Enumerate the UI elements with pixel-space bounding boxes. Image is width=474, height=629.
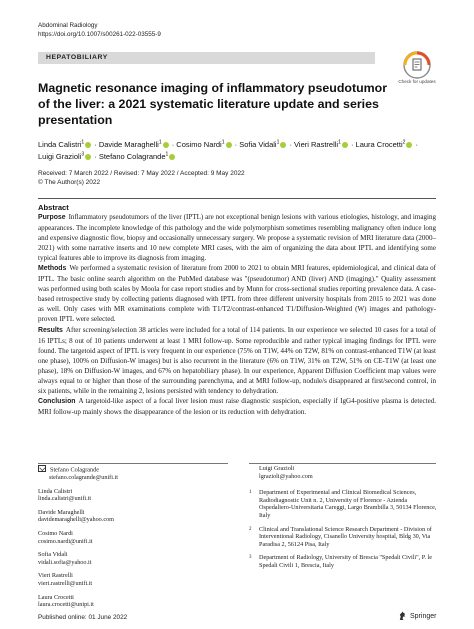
article-title: Magnetic resonance imaging of inflammatory pseudotumor of the liver: a 2021 systematic literature update and series presentation — [38, 81, 388, 127]
orcid-icon[interactable] — [85, 154, 91, 160]
orcid-icon[interactable] — [163, 142, 169, 148]
divider-top — [38, 198, 436, 199]
orcid-icon[interactable] — [85, 142, 91, 148]
contact-email[interactable]: vieri.rastrelli@unifi.it — [38, 580, 93, 588]
contact-email[interactable]: linda.calistri@unifi.it — [38, 495, 92, 503]
abstract-section-text: Inflammatory pseudotumors of the liver (IPTL) are not exceptional benign lesions with various etiologies, histology, and imaging appearances. The incomplete knowledge of this pathology and the wide polymorphism sometimes resembling malignancy often induce long and expensive diagnostic flow, biopsy and occasionally unnecessary surgery. We propose a systematic revision of MRI literature data (2000–2021) with some narrative inserts and 10 new complete MRI cases, with the aim of organizing the data about IPTL and identifying some typical features able to improve its diagnosis from imaging. — [38, 213, 436, 263]
separator-dot: · — [287, 140, 295, 149]
separator-dot: · — [413, 140, 419, 149]
doi-link[interactable]: https://doi.org/10.1007/s00261-022-03555-9 — [38, 31, 161, 38]
author-name[interactable]: Sofia Vidali — [239, 140, 277, 149]
separator-dot: · — [92, 152, 99, 161]
abstract-section-label: Results — [38, 326, 63, 334]
copyright-line: © The Author(s) 2022 — [38, 179, 101, 186]
abstract-section-conclusion — [38, 396, 436, 417]
author-list — [38, 139, 438, 163]
contact-name: Stefano Colagrande — [50, 466, 99, 474]
author-contact — [38, 551, 228, 566]
contact-email[interactable]: davidemaraghelli@yahoo.com — [38, 516, 114, 524]
contact-name: Sofia Vidali — [38, 551, 68, 559]
author-name[interactable]: Linda Calistri — [38, 140, 82, 149]
separator-dot: · — [92, 140, 99, 149]
affiliation-number: 2 — [249, 526, 252, 532]
abstract-section-text: We performed a systematic revision of literature from 2000 to 2021 to obtain MRI features, epidemiological, and clinical data of IPTL. The basic online search algorithm on the PubMed database was "(pseudotumor) AND (liver) AND (imaging)." Quality assessment was performed using both scales by Moola for case report studies and by Munn for cross-sectional studies reporting prevalence data. A case-based retrospective study by collecting patients diagnosed with IPTL from three different university hospitals from 2015 to 2021 was done as well. Only cases with MR examinations complete with T1/T2/contrast-enhanced T1/Diffusion-Weighted (W) images and pathology-proven IPTL were selected. — [38, 264, 436, 324]
separator-dot: · — [232, 140, 240, 149]
author-line-2 — [38, 151, 438, 163]
section-label: HEPATOBILIARY — [46, 54, 108, 61]
affiliation-superscript: 1 — [221, 139, 225, 146]
contact-email[interactable]: lgrazioli@yahoo.com — [259, 472, 313, 480]
contact-name: Laura Crocetti — [38, 593, 74, 601]
check-for-updates-icon[interactable] — [402, 50, 432, 80]
affiliation-superscript: 1 — [158, 139, 162, 146]
affiliation-superscript: 1 — [276, 139, 280, 146]
contact-name: Linda Calistri — [38, 487, 73, 495]
affiliation-superscript: 1 — [338, 139, 341, 146]
author-name[interactable]: Davide Maraghelli — [98, 140, 159, 149]
separator-dot: · — [169, 140, 177, 149]
author-line-1 — [38, 139, 438, 151]
published-date: Published online: 01 June 2022 — [38, 614, 128, 621]
abstract-section-results — [38, 325, 436, 396]
affiliations — [249, 465, 437, 576]
contact-name: Davide Maraghelli — [38, 508, 85, 516]
author-contact — [38, 530, 228, 545]
affiliation-superscript: 2 — [402, 139, 406, 146]
footnote-divider-right — [249, 463, 436, 464]
journal-name: Abdominal Radiology — [38, 22, 98, 29]
abstract-section-methods — [38, 263, 436, 324]
affiliation-item — [249, 489, 437, 519]
orcid-icon[interactable] — [342, 142, 348, 148]
orcid-icon[interactable] — [406, 142, 412, 148]
envelope-icon — [38, 465, 46, 472]
orcid-icon[interactable] — [226, 142, 232, 148]
abstract-section-label: Methods — [38, 265, 67, 273]
author-contact — [38, 488, 228, 503]
affiliation-number: 1 — [249, 490, 252, 496]
affiliation-item — [249, 554, 437, 569]
author-contact — [38, 509, 228, 524]
affiliation-item — [249, 526, 437, 549]
abstract-section-text: A targetoid-like aspect of a focal liver lesion must raise diagnostic suspicion, especially if IgG4-positive plasma is detected. MRI follow-up mainly shows the disappearance of the lesion or its reduction with dehydration. — [38, 396, 436, 416]
author-name[interactable]: Stefano Colagrande — [98, 152, 166, 161]
author-contact — [38, 572, 228, 587]
contact-name: Luigi Grazioli — [259, 465, 295, 472]
section-banner — [38, 52, 375, 64]
separator-dot: · — [348, 140, 356, 149]
affiliation-number: 3 — [249, 555, 252, 561]
author-name[interactable]: Luigi Grazioli — [38, 152, 82, 161]
affiliation-text: Department of Radiology, University of Brescia "Spedali Civili", P. le Spedali Civili 1, Brescia, Italy — [259, 554, 433, 569]
author-name[interactable]: Vieri Rastrelli — [294, 140, 339, 149]
contact-email[interactable]: stefano.colagrande@unifi.it — [49, 474, 118, 482]
author-contacts — [38, 465, 228, 615]
contact-name: Cosimo Nardi — [38, 530, 73, 538]
abstract-section-label: Purpose — [38, 214, 66, 221]
check-for-updates-label[interactable]: Check for updates — [398, 79, 436, 84]
abstract-heading: Abstract — [38, 203, 69, 212]
publisher-logo — [398, 611, 436, 621]
abstract-body — [38, 212, 436, 417]
orcid-icon[interactable] — [169, 154, 175, 160]
contact-name: Vieri Rastrelli — [38, 572, 73, 580]
author-contact — [38, 594, 228, 609]
contact-email[interactable]: cosimo.nardi@unifi.it — [38, 537, 93, 545]
abstract-section-text: After screening/selection 38 articles were included for a total of 114 patients. In our experience we selected 10 cases for a total of 16 IPTLs; 8 out of 10 patients underwent at least 1 MRI follow-up. Some reproducible and rather typical imaging findings for IPTL were found. The targetoid aspect of IPTL is very frequent in our experience (75% on T1W, 44% on T2W, 81% on contrast-enhanced T1W (at least one phase), 100% on Diffusion-W images) but is also recurrent in the literature (6% on T1W, 31% on T2W, 51% on CE-T1W (at least one phase), 18% on Diffusion-W images, and 67% on hepatobiliary phase). In our experience, Apparent Diffusion Coefficient map values were always equal to or higher than those of the surrounding parenchyma, and at MRI follow-up, nodule/s disappeared at first/second control, in six patients, while in the remaining 2, lesions persisted with tendency to dehydration. — [38, 325, 436, 395]
affiliation-superscript: 3 — [81, 151, 85, 158]
affiliation-text: Clinical and Translational Science Research Department - Division of Interventional Radiology, Cisanello University hospital, Bldg 30, Via Paradisa 2, 56124 Pisa, Italy — [259, 525, 432, 548]
abstract-section-label: Conclusion — [38, 397, 76, 405]
affiliation-superscript: 1 — [81, 139, 85, 146]
orcid-icon[interactable] — [280, 142, 286, 148]
abstract-section-purpose — [38, 212, 436, 263]
affiliation-list — [249, 489, 437, 569]
affiliation-superscript: 1 — [165, 151, 169, 158]
contact-grazioli — [249, 465, 437, 480]
received-dates: Received: 7 March 2022 / Revised: 7 May 2022 / Accepted: 9 May 2022 — [38, 170, 245, 177]
author-name[interactable]: Cosimo Nardi — [176, 140, 222, 149]
author-name[interactable]: Laura Crocetti — [355, 140, 403, 149]
footnote-divider-left — [38, 463, 228, 464]
publication-history — [38, 169, 245, 187]
contact-email[interactable]: laura.crocetti@unipi.it — [38, 601, 94, 609]
springer-horse-icon — [398, 611, 407, 621]
author-contact — [38, 465, 228, 482]
publisher-name: Springer — [410, 612, 437, 620]
contact-email[interactable]: vidali.sofia@yahoo.it — [38, 558, 92, 566]
affiliation-text: Department of Experimental and Clinical Biomedical Sciences, Radiodiagnostic Unit n. 2, University of Florence - Azienda Ospedaliero-Universitaria Careggi, Largo Brambilla 3, 50134 Florence, Italy — [259, 489, 437, 519]
